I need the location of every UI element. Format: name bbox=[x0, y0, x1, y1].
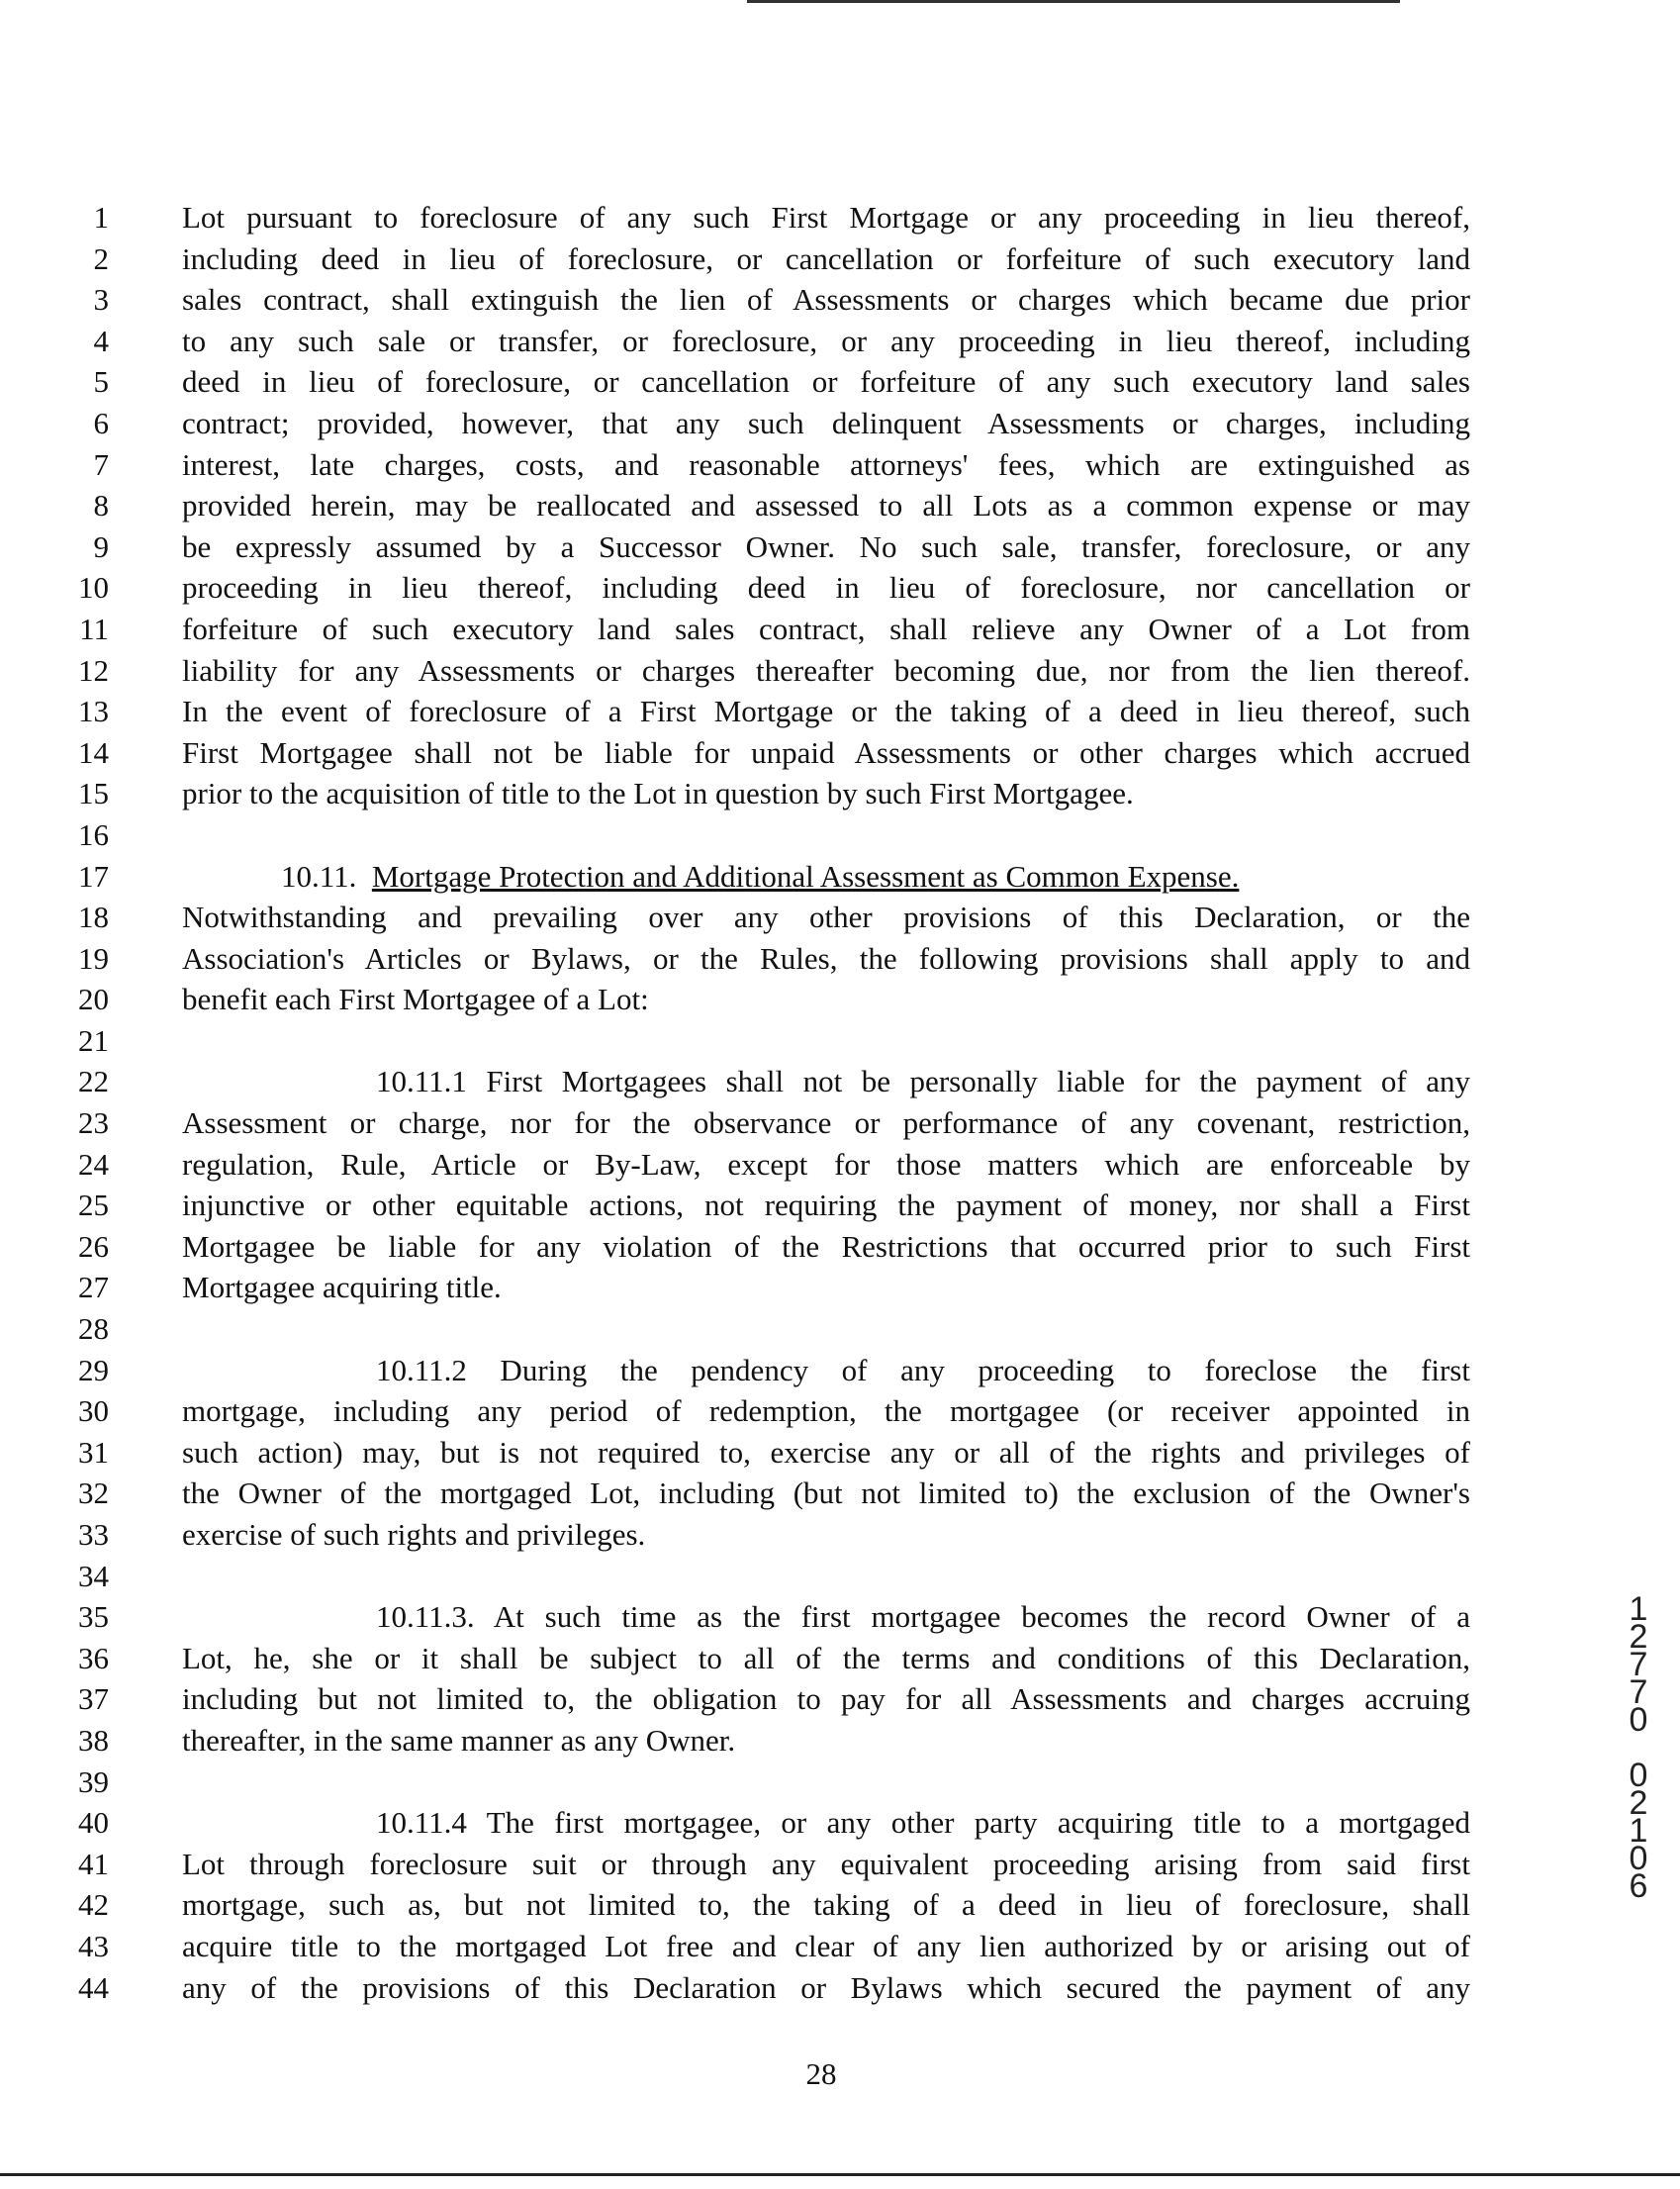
text-line: sales contract, shall extinguish the lien of Assessments or charges which became due prior bbox=[182, 282, 1470, 318]
text-line: 10.11.3. At such time as the first mortgagee becomes the record Owner of a bbox=[376, 1599, 1470, 1635]
text-line: injunctive or other equitable actions, not requiring the payment of money, nor shall a First bbox=[182, 1188, 1470, 1223]
text-line: Mortgagee be liable for any violation of the Restrictions that occurred prior to such First bbox=[182, 1228, 1470, 1264]
line-number: 17 bbox=[78, 858, 109, 894]
text-line: Mortgagee acquiring title. bbox=[182, 1270, 502, 1305]
line-number: 15 bbox=[78, 776, 109, 811]
line-number: 36 bbox=[78, 1640, 109, 1675]
text-line: prior to the acquisition of title to the Lot in question by such First Mortgagee. bbox=[182, 776, 1134, 811]
text-line: 10.11.1 First Mortgagees shall not be personally liable for the payment of any bbox=[376, 1064, 1470, 1099]
recording-stamp bbox=[1621, 1590, 1656, 1905]
blank-line bbox=[182, 814, 1470, 856]
text-line: acquire title to the mortgaged Lot free and clear of any lien authorized by or arising out of bbox=[182, 1928, 1470, 1963]
line-number: 38 bbox=[78, 1722, 109, 1758]
line-number: 5 bbox=[93, 364, 109, 400]
text-line: including deed in lieu of foreclosure, or cancellation or forfeiture of such executory land bbox=[182, 240, 1470, 276]
line-number: 20 bbox=[78, 982, 109, 1017]
line-number: 9 bbox=[93, 528, 109, 564]
text-line: contract; provided, however, that any such delinquent Assessments or charges, including bbox=[182, 405, 1470, 440]
text-line: liability for any Assessments or charges thereafter becoming due, nor from the lien thereof. bbox=[182, 652, 1470, 688]
line-number: 11 bbox=[79, 611, 109, 646]
text-line: mortgage, including any period of redemption, the mortgagee (or receiver appointed in bbox=[182, 1393, 1470, 1429]
line-number: 21 bbox=[78, 1022, 109, 1058]
text-line: interest, late charges, costs, and reasonable attorneys' fees, which are extinguished as bbox=[182, 446, 1470, 482]
stamp-glyph: 2 bbox=[1629, 1618, 1648, 1656]
section-number: 10.11. bbox=[281, 858, 357, 894]
text-line: Association's Articles or Bylaws, or the Rules, the following provisions shall apply to and bbox=[182, 940, 1470, 976]
text-line: forfeiture of such executory land sales contract, shall relieve any Owner of a Lot from bbox=[182, 611, 1470, 646]
line-number: 12 bbox=[78, 652, 109, 688]
section-heading-line bbox=[182, 856, 1470, 898]
line-number: 8 bbox=[93, 488, 109, 523]
text-line: benefit each First Mortgagee of a Lot: bbox=[182, 982, 649, 1017]
stamp-glyph: 2 bbox=[1629, 1784, 1648, 1822]
line-number: 18 bbox=[78, 900, 109, 935]
line-number: 22 bbox=[78, 1064, 109, 1099]
blank-line bbox=[182, 1020, 1470, 1062]
text-line: mortgage, such as, but not limited to, the taking of a deed in lieu of foreclosure, shall bbox=[182, 1887, 1470, 1923]
text-line: Lot through foreclosure suit or through any equivalent proceeding arising from said first bbox=[182, 1846, 1470, 1881]
stamp-glyph: 0 bbox=[1629, 1840, 1648, 1877]
line-number: 24 bbox=[78, 1146, 109, 1182]
text-line: 10.11.2 During the pendency of any proceeding to foreclose the first bbox=[376, 1352, 1470, 1387]
line-number: 13 bbox=[78, 694, 109, 729]
text-line: any of the provisions of this Declaration or Bylaws which secured the payment of any bbox=[182, 1969, 1470, 2005]
line-number: 29 bbox=[78, 1352, 109, 1387]
stamp-glyph: 1 bbox=[1629, 1812, 1648, 1850]
line-number: 3 bbox=[93, 282, 109, 318]
text-line: deed in lieu of foreclosure, or cancellation or forfeiture of any such executory land sales bbox=[182, 364, 1470, 400]
text-line: regulation, Rule, Article or By-Law, except for those matters which are enforceable by bbox=[182, 1146, 1470, 1182]
line-number: 37 bbox=[78, 1681, 109, 1717]
text-line: Lot, he, she or it shall be subject to all of the terms and conditions of this Declaration, bbox=[182, 1640, 1470, 1675]
blank-line bbox=[182, 1761, 1470, 1803]
text-line: exercise of such rights and privileges. bbox=[182, 1517, 646, 1552]
line-number: 10 bbox=[78, 570, 109, 606]
line-number: 6 bbox=[93, 405, 109, 440]
line-number: 16 bbox=[78, 816, 109, 852]
stamp-glyph: 1 bbox=[1629, 1590, 1648, 1628]
blank-line bbox=[182, 1556, 1470, 1597]
text-line: the Owner of the mortgaged Lot, including (but not limited to) the exclusion of the Owner's bbox=[182, 1475, 1470, 1511]
text-line: including but not limited to, the obligation to pay for all Assessments and charges accruing bbox=[182, 1681, 1470, 1717]
line-number: 27 bbox=[78, 1270, 109, 1305]
line-number: 23 bbox=[78, 1105, 109, 1141]
stamp-glyph: 0 bbox=[1629, 1757, 1648, 1794]
top-scan-edge-rule bbox=[747, 0, 1400, 3]
text-line: Notwithstanding and prevailing over any other provisions of this Declaration, or the bbox=[182, 900, 1470, 935]
stamp-glyph: 0 bbox=[1629, 1701, 1648, 1739]
line-number: 1 bbox=[93, 200, 109, 235]
line-number: 26 bbox=[78, 1228, 109, 1264]
line-number: 33 bbox=[78, 1517, 109, 1552]
line-number: 4 bbox=[93, 323, 109, 358]
section-title: Mortgage Protection and Additional Assessment as Common Expense. bbox=[371, 858, 1240, 894]
line-number: 25 bbox=[78, 1188, 109, 1223]
line-number: 41 bbox=[78, 1846, 109, 1881]
text-line: to any such sale or transfer, or foreclosure, or any proceeding in lieu thereof, including bbox=[182, 323, 1470, 358]
text-line: First Mortgagee shall not be liable for unpaid Assessments or other charges which accrued bbox=[182, 734, 1470, 770]
text-line: 10.11.4 The first mortgagee, or any other party acquiring title to a mortgaged bbox=[376, 1805, 1470, 1841]
line-number: 7 bbox=[93, 446, 109, 482]
stamp-glyph: 6 bbox=[1629, 1867, 1648, 1905]
page-number: 28 bbox=[805, 2056, 837, 2091]
text-line: be expressly assumed by a Successor Owner. No such sale, transfer, foreclosure, or any bbox=[182, 528, 1470, 564]
stamp-glyph: 7 bbox=[1629, 1646, 1648, 1683]
text-line: provided herein, may be reallocated and assessed to all Lots as a common expense or may bbox=[182, 488, 1470, 523]
text-line: Lot pursuant to foreclosure of any such First Mortgage or any proceeding in lieu thereof, bbox=[182, 200, 1470, 235]
line-number: 40 bbox=[78, 1805, 109, 1841]
line-number: 39 bbox=[78, 1763, 109, 1799]
line-number: 19 bbox=[78, 940, 109, 976]
line-number: 32 bbox=[78, 1475, 109, 1511]
document-body bbox=[182, 197, 1470, 2008]
stamp-glyph: 7 bbox=[1629, 1673, 1648, 1711]
line-number: 2 bbox=[93, 240, 109, 276]
text-line: such action) may, but is not required to, exercise any or all of the rights and privileges of bbox=[182, 1434, 1470, 1470]
bottom-scan-edge-rule bbox=[0, 2173, 1680, 2176]
line-number-column bbox=[40, 197, 109, 2008]
text-line: thereafter, in the same manner as any Owner. bbox=[182, 1722, 736, 1758]
line-number: 42 bbox=[78, 1887, 109, 1923]
line-number: 44 bbox=[78, 1969, 109, 2005]
line-number: 31 bbox=[78, 1434, 109, 1470]
line-number: 30 bbox=[78, 1393, 109, 1429]
text-line: proceeding in lieu thereof, including deed in lieu of foreclosure, nor cancellation or bbox=[182, 570, 1470, 606]
line-number: 43 bbox=[78, 1928, 109, 1963]
text-line: Assessment or charge, nor for the observance or performance of any covenant, restriction, bbox=[182, 1105, 1470, 1141]
line-number: 34 bbox=[78, 1558, 109, 1593]
line-number: 35 bbox=[78, 1599, 109, 1635]
line-number: 28 bbox=[78, 1311, 109, 1347]
blank-line bbox=[182, 1308, 1470, 1350]
text-line: In the event of foreclosure of a First Mortgage or the taking of a deed in lieu thereof, such bbox=[182, 694, 1470, 729]
line-number: 14 bbox=[78, 734, 109, 770]
